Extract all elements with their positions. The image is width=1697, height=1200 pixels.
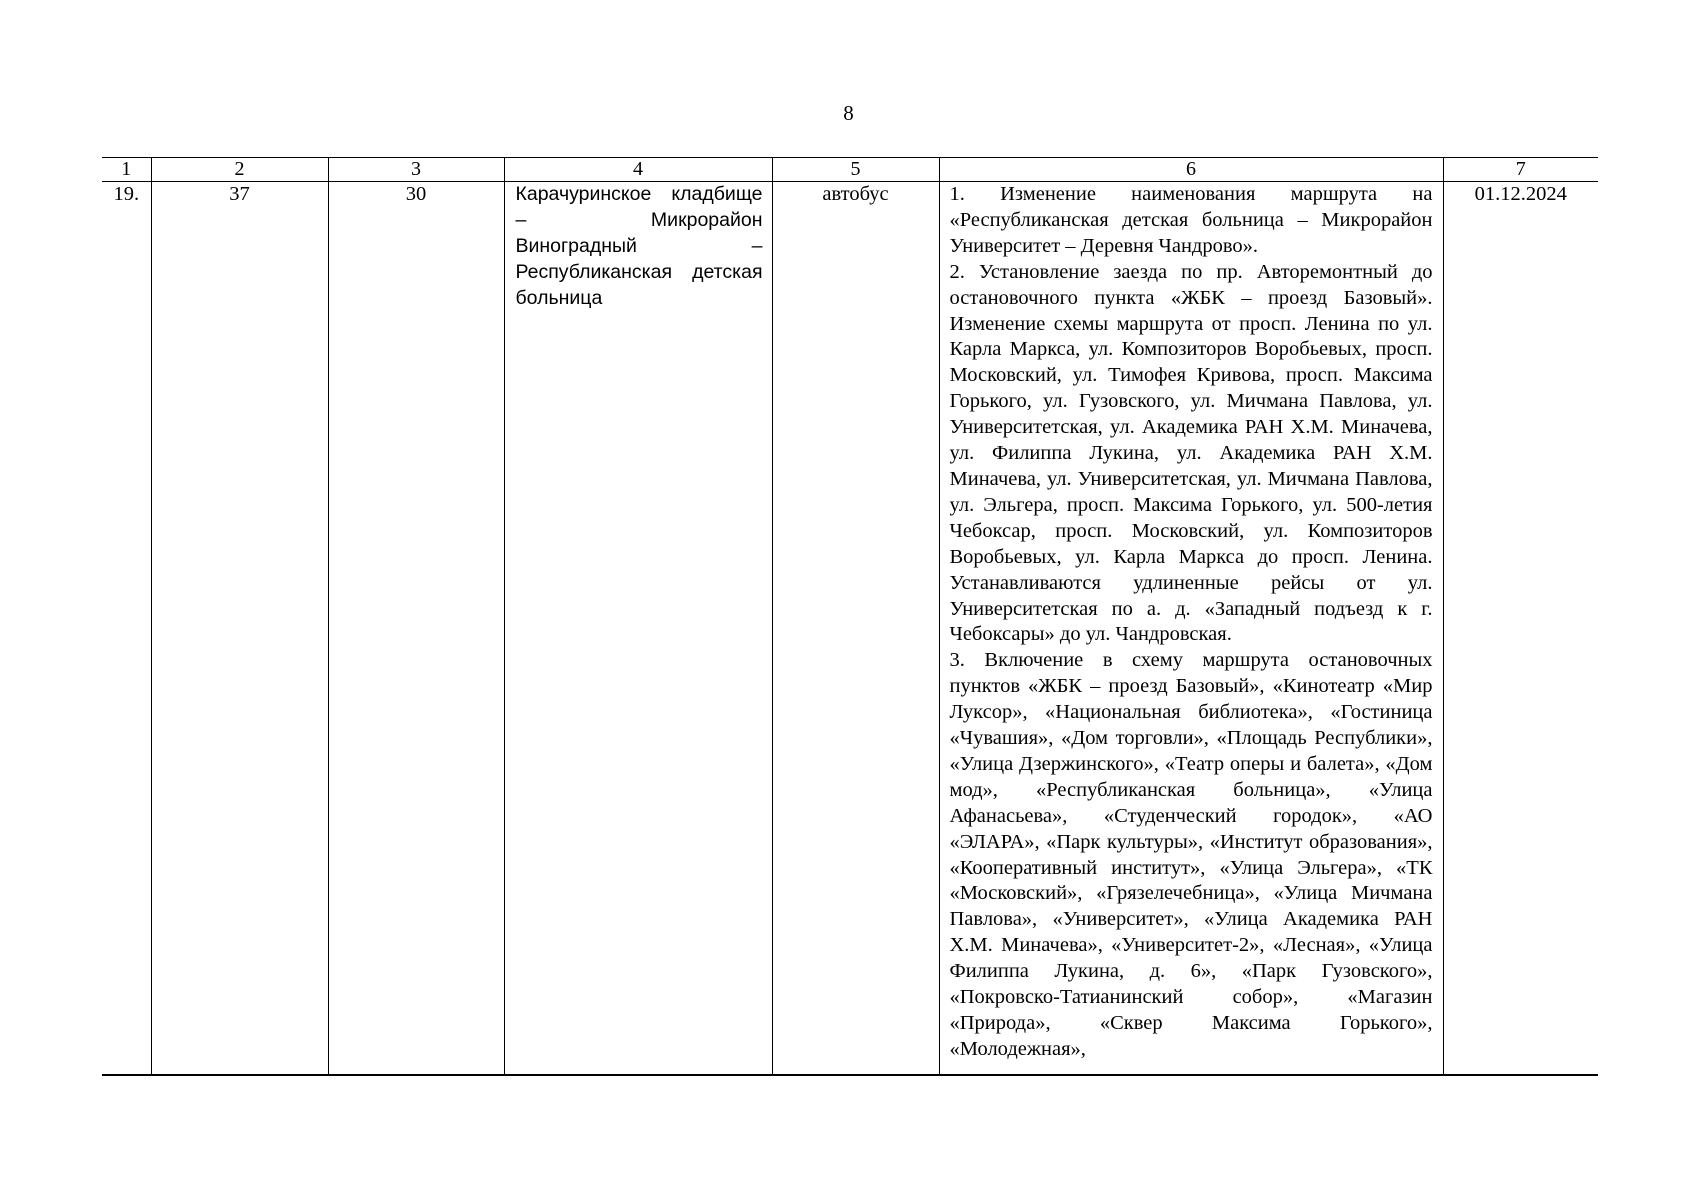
row-number-cell	[102, 182, 151, 1076]
transport-type-cell	[772, 182, 939, 1076]
transport-type: автобус	[822, 183, 889, 205]
date-cell	[1443, 182, 1598, 1076]
change-item-3: 3. Включение в схему маршрута остановочных пунктов «ЖБК – проезд Базовый», «Кинотеатр «Мир Луксор», «Национальная библиотека», «Гостиница «Чувашия», «Дом торговли», «Площадь Республики», «Улица Дзержинского», «Театр оперы и балета», «Дом мод», «Республиканская больница», «Улица Афанасьева», «Студенческий городок», «АО «ЭЛАРА», «Парк культуры», «Институт образования», «Кооперативный институт», «Улица Эльгера», «ТК «Московский», «Грязелечебница», «Улица Мичмана Павлова», «Университет», «Улица Академика РАН Х.М. Миначева», «Университет-2», «Лесная», «Улица Филиппа Лукина, д. 6», «Парк Гузовского», «Покровско-Татианинский собор», «Магазин «Природа», «Сквер Максима Горького», «Молодежная»,	[949, 649, 1433, 1060]
change-item-1: 1. Изменение наименования маршрута на «Республиканская детская больница – Микрорайон Университет – Деревня Чандрово».	[949, 183, 1433, 257]
header-cell: 4	[504, 158, 772, 182]
change-item-2: 2. Установление заезда по пр. Авторемонтный до остановочного пункта «ЖБК – проезд Базовый». Изменение схемы маршрута от просп. Ленина по ул. Карла Маркса, ул. Композиторов Воробьевых, просп. Московский, ул. Тимофея Кривова, просп. Максима Горького, ул. Гузовского, ул. Мичмана Павлова, ул. Университетская, ул. Академика РАН Х.М. Миначева, ул. Филиппа Лукина, ул. Академика РАН Х.М. Миначева, ул. Университетская, ул. Мичмана Павлова, ул. Эльгера, просп. Максима Горького, ул. 500-летия Чебоксар, просп. Московский, ул. Композиторов Воробьевых, ул. Карла Маркса до просп. Ленина. Устанавливаются удлиненные рейсы от ул. Университетская по а. д. «Западный подъезд к г. Чебоксары» до ул. Чандровская.	[949, 260, 1433, 646]
effective-date: 01.12.2024	[1474, 183, 1567, 205]
route-name: Карачуринское кладбище – Микрорайон Виноградный – Республиканская детская больница	[515, 183, 763, 309]
registry-number: 30	[405, 183, 427, 205]
header-cell: 2	[151, 158, 328, 182]
table-row	[102, 182, 1598, 1076]
registry-number-cell	[328, 182, 504, 1076]
routes-table	[102, 157, 1598, 1076]
route-number-cell	[151, 182, 328, 1076]
header-cell: 7	[1443, 158, 1598, 182]
header-cell: 1	[102, 158, 151, 182]
header-cell: 3	[328, 158, 504, 182]
page-number: 8	[843, 101, 854, 125]
route-number: 37	[229, 183, 250, 205]
header-cell: 5	[772, 158, 939, 182]
header-cell: 6	[939, 158, 1443, 182]
changes-cell	[939, 182, 1443, 1076]
table-header-row	[102, 158, 1598, 182]
route-name-cell	[504, 182, 772, 1076]
changes-text	[940, 182, 1443, 1063]
row-number: 19.	[113, 183, 140, 205]
